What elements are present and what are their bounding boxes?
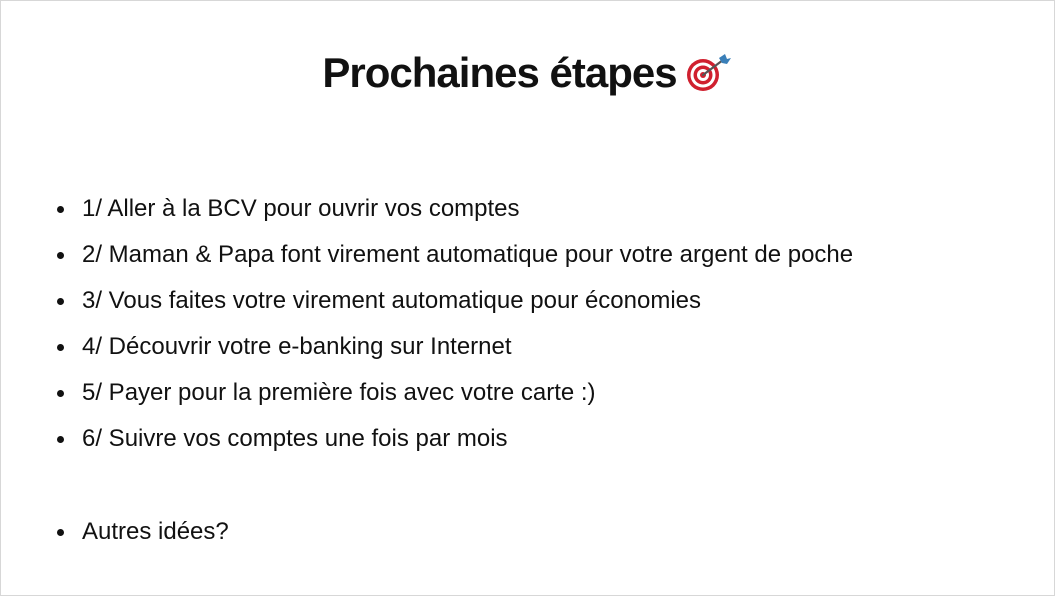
list-item-text: 3/ Vous faites votre virement automatique pour économies: [82, 287, 702, 314]
direct-hit-target-icon: [685, 53, 733, 93]
bullet-point: [57, 436, 64, 443]
list-item: [57, 419, 853, 465]
list-item: [57, 327, 853, 373]
list-item-text: 6/ Suivre vos comptes une fois par mois: [82, 425, 508, 452]
list-item: [57, 189, 853, 235]
list-item-text: 4/ Découvrir votre e-banking sur Internet: [82, 333, 512, 360]
bullet-point: [57, 344, 64, 351]
list-item-other-ideas: [57, 512, 853, 558]
bullet-point: [57, 252, 64, 259]
list-item-text: 1/ Aller à la BCV pour ouvrir vos comptes: [82, 195, 520, 222]
next-steps-list: [57, 189, 853, 558]
list-item: [57, 235, 853, 281]
bullet-point: [57, 390, 64, 397]
list-item-text: 2/ Maman & Papa font virement automatique pour votre argent de poche: [82, 241, 854, 268]
bullet-point: [57, 206, 64, 213]
list-item-text: 5/ Payer pour la première fois avec votre carte :): [82, 379, 596, 406]
slide-title: [1, 47, 1054, 99]
bullet-point: [57, 529, 64, 536]
list-item: [57, 281, 853, 327]
bullet-point: [57, 298, 64, 305]
list-item: [57, 373, 853, 419]
list-item-text: Autres idées?: [82, 518, 229, 545]
slide-title-text: Prochaines étapes: [322, 49, 677, 96]
